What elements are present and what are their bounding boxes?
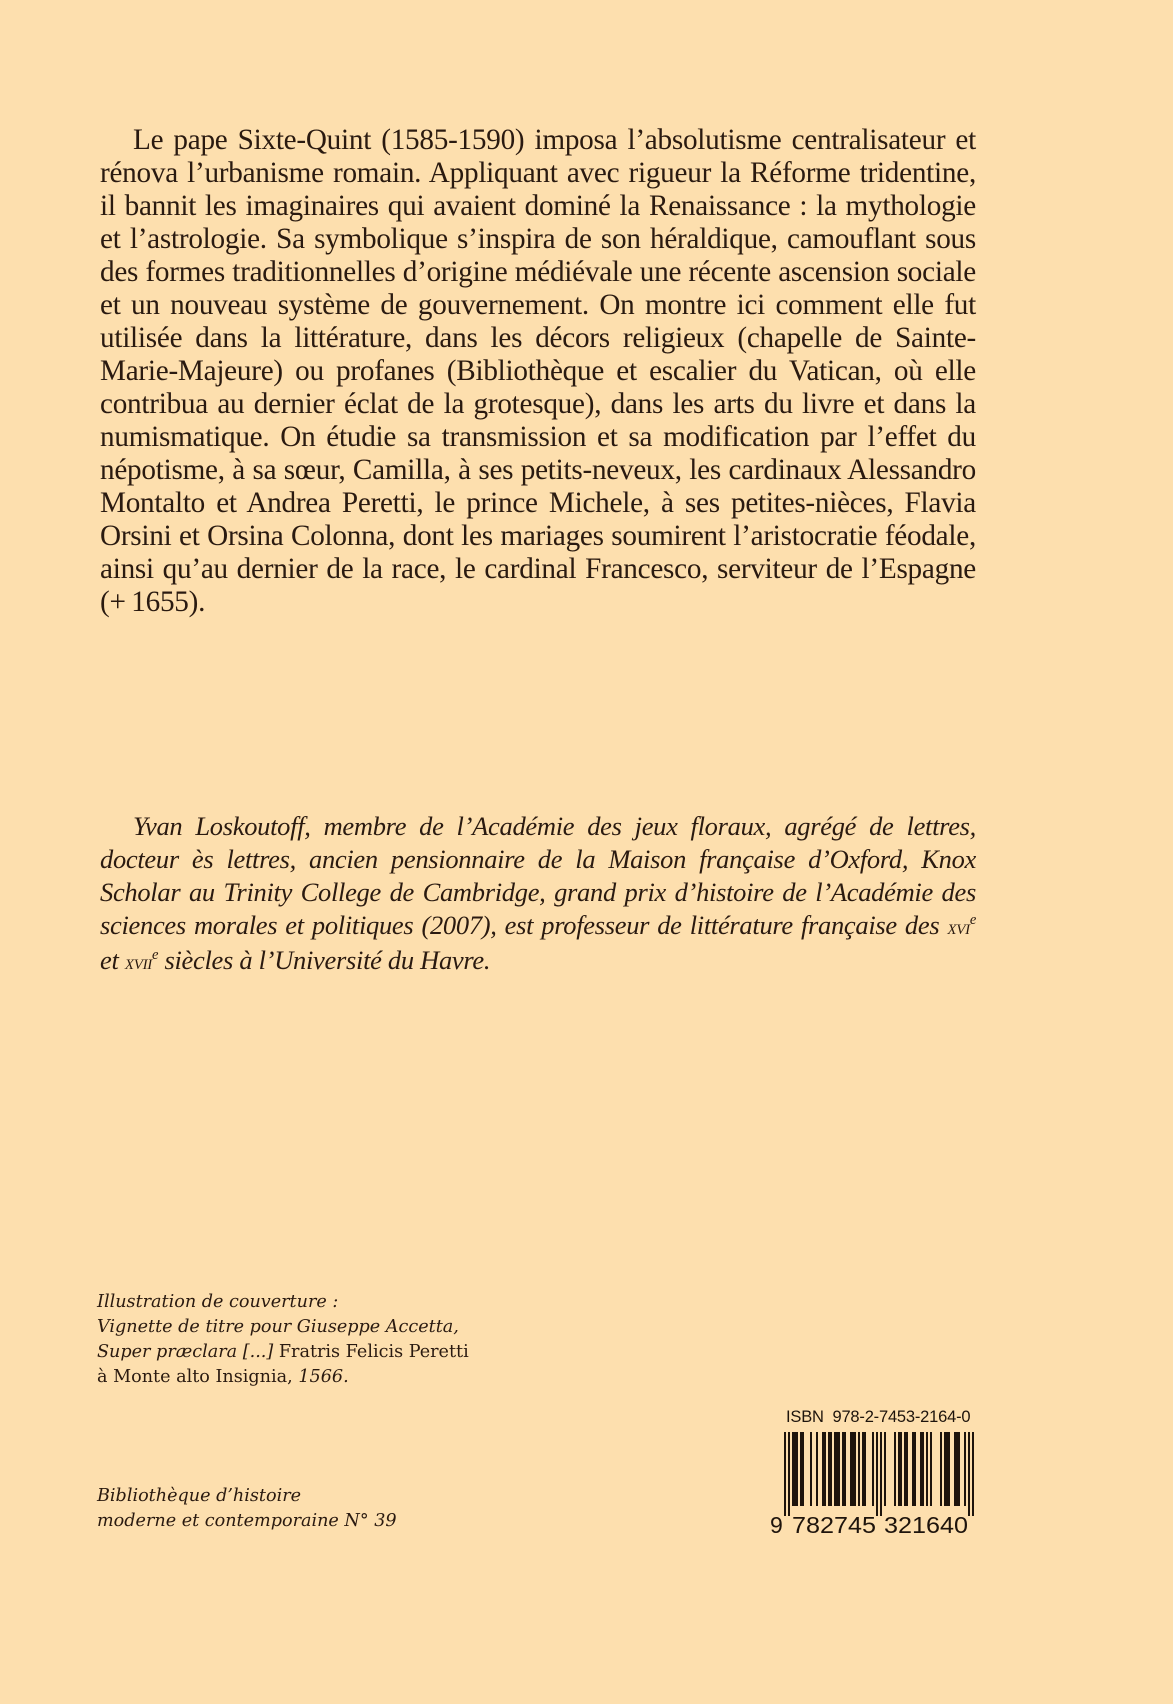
century-17: xvii xyxy=(124,950,152,974)
book-summary: Le pape Sixte-Quint (1585-1590) imposa l’absolutisme centralisateur et rénova l’urbanisme romain. Appliquant avec rigueur la Réforme tridentine, il bannit les imaginaires qui avaient dominé la Renaissance : la mythologie et l’astrologie. Sa symbolique s’inspira de son héraldique, camouflant sous des formes traditionnelles d’origine médiévale une récente ascension sociale et un nouveau système de gouvernement. On montre ici comment elle fut utilisée dans la littérature, dans les décors religieux (chapelle de Sainte-Marie-Majeure) ou profanes (Bibliothèque et escalier du Vatican, où elle contribua au dernier éclat de la grotesque), dans les arts du livre et dans la numismatique. On étudie sa transmission et sa modification par l’effet du népotisme, à sa sœur, Camilla, à ses petits-neveux, les cardinaux Alessandro Montalto et Andrea Peretti, le prince Michele, à ses petites-​nièces, Flavia Orsini et Orsina Colonna, dont les mariages soumirent l’aristocratie féodale, ainsi qu’au dernier de la race, le cardinal Francesco, serviteur de l’Espagne (+ 1655). xyxy=(100,124,976,618)
credit-line-2: Vignette de titre pour Giuseppe Accetta, xyxy=(97,1317,459,1337)
century-16-sup: e xyxy=(969,912,976,929)
barcode-icon xyxy=(770,1430,990,1535)
credit-line-3: Fratris Felicis Peretti xyxy=(273,1342,469,1362)
author-bio-end: siècles à l’Université du Havre. xyxy=(158,945,491,975)
century-17-sup: e xyxy=(151,947,159,964)
credit-work-title: Super præclara [...] xyxy=(97,1342,274,1362)
century-16: xvi xyxy=(947,915,970,939)
series-title xyxy=(97,1484,517,1534)
author-bio xyxy=(100,810,976,979)
cover-illustration-credit xyxy=(97,1290,517,1390)
credit-year: 1566. xyxy=(298,1367,349,1387)
author-bio-text: Yvan Loskoutoff, membre de l’Académie des jeux floraux, agrégé de lettres, docteur ès lettres, ancien pensionnaire de la Maison française d’Oxford, Knox Scholar au Trinity College de Cambridge, grand prix d’histoire de l’Académie des sciences morales et politiques (2007), est professeur de littérature française des xyxy=(100,811,976,940)
isbn-label: ISBN 978-2-7453-2164-0 xyxy=(786,1408,971,1426)
credit-line-4: à Monte alto Insignia, xyxy=(97,1367,299,1387)
series-line-1: Bibliothèque d’histoire xyxy=(97,1486,302,1506)
ean-first-digit: 9 xyxy=(770,1512,783,1535)
isbn-barcode-block xyxy=(770,1408,990,1533)
series-line-2: moderne et contemporaine N° 39 xyxy=(97,1511,397,1531)
ean-right-group: 321640 xyxy=(884,1512,968,1535)
credit-heading: Illustration de couverture : xyxy=(97,1292,339,1312)
author-bio-connector: et xyxy=(100,945,125,975)
ean-left-group: 782745 xyxy=(792,1512,876,1535)
